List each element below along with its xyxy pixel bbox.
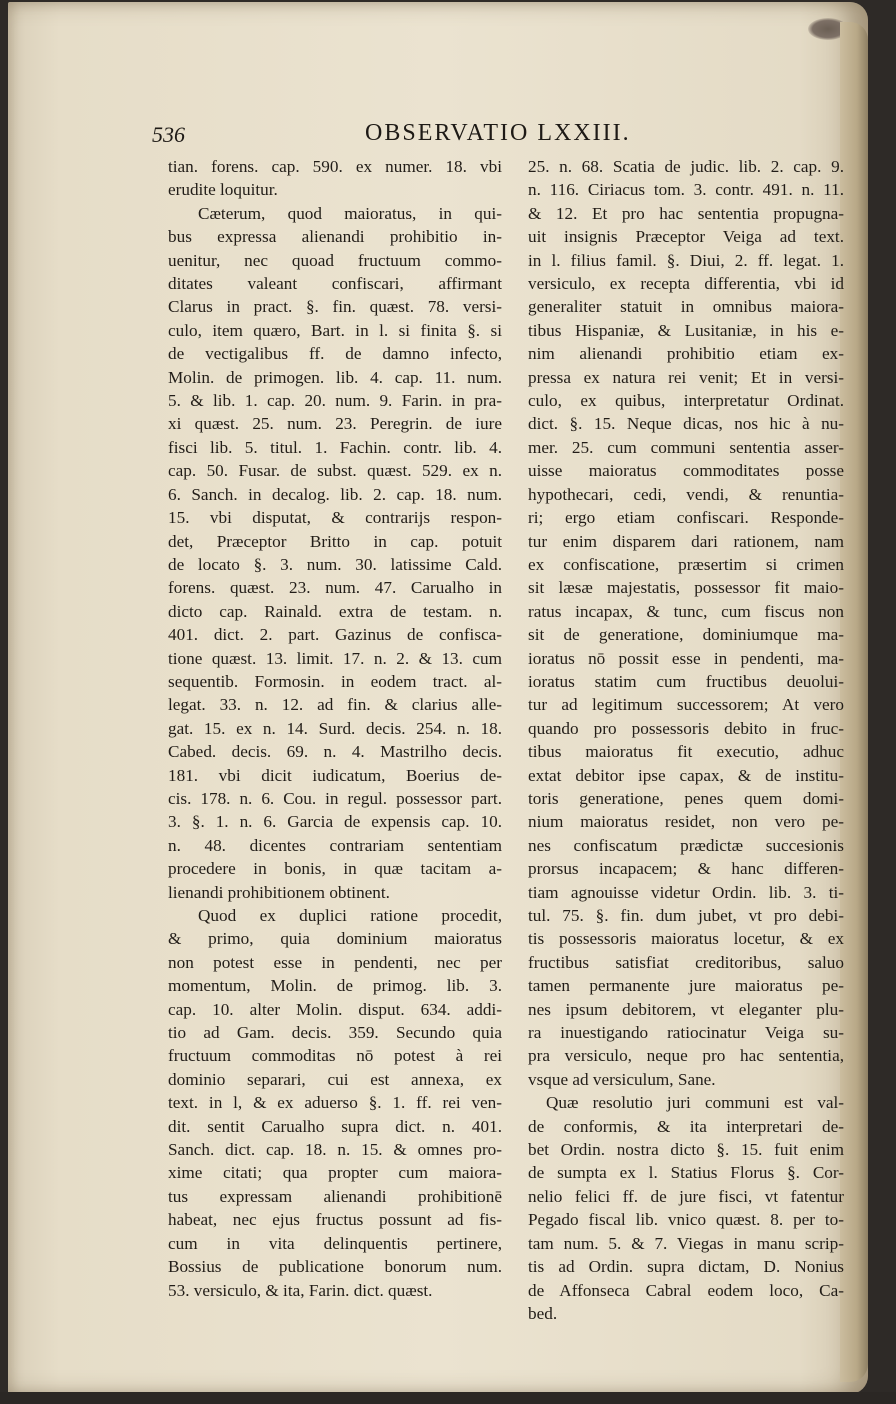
text-line: dominio separari, cui est annexa, ex	[168, 1069, 502, 1089]
text-line: gat. 15. ex n. 14. Surd. decis. 254. n. 18.	[168, 718, 502, 738]
text-line: extat debitor ipse capax, & de institu-	[528, 765, 844, 785]
text-line: xime citati; qua propter cum maiora-	[168, 1163, 502, 1183]
text-line: 6. Sanch. in decalog. lib. 2. cap. 18. num.	[168, 484, 502, 504]
text-line: pressa ex natura rei venit; Et in versi-	[528, 367, 844, 387]
text-line: tio ad Gam. decis. 359. Secundo quia	[168, 1023, 502, 1043]
text-line: Cæterum, quod maioratus, in qui-	[198, 203, 502, 223]
text-line: pra versiculo, neque pro hac sententia,	[528, 1046, 844, 1066]
text-line: ditates valeant confiscari, affirmant	[168, 274, 502, 294]
text-line: cum in vita delinquentis pertinere,	[168, 1233, 502, 1253]
text-line: uenitur, nec quoad fructuum commo-	[168, 250, 502, 270]
text-line: culo, item quæro, Bart. in l. si finita §. si	[168, 320, 502, 340]
text-line: & 12. Et pro hac sententia propugna-	[528, 203, 844, 223]
text-line: tur ad legitimum successorem; At vero	[528, 695, 844, 715]
text-line: nium maioratus residet, non vero pe-	[528, 812, 844, 832]
text-line: prorsus incapacem; & hanc differen-	[528, 859, 844, 879]
text-line: tian. forens. cap. 590. ex numer. 18. vbi	[168, 157, 502, 176]
text-line: bus expressa alienandi prohibitio in-	[168, 227, 502, 247]
running-header	[150, 118, 840, 152]
text-line: Sanch. dict. cap. 18. n. 15. & omnes pro-	[168, 1140, 502, 1160]
text-line: sit læsæ majestatis, possessor fit maio-	[528, 578, 844, 598]
text-line: vsque ad versiculum, Sane.	[528, 1069, 716, 1089]
text-line: xi quæst. 25. num. 23. Peregrin. de iure	[168, 414, 502, 434]
text-line: n. 116. Ciriacus tom. 3. contr. 491. n. 11.	[528, 180, 844, 200]
text-line: n. 48. dicentes contrariam sententiam	[168, 835, 502, 855]
text-line: nes ipsum debitorem, vt eleganter plu-	[528, 999, 844, 1019]
text-line: nelio felici ff. de jure fisci, vt fatentur	[528, 1186, 844, 1206]
page-edge-shadow	[840, 22, 868, 1382]
text-line: hypothecari, cedi, vendi, & renuntia-	[528, 484, 844, 504]
text-line: tiam agnouisse videtur Ordin. lib. 3. ti-	[528, 882, 844, 902]
text-line: tis ad Ordin. supra dictam, D. Nonius	[528, 1257, 844, 1277]
text-line: nim alienandi prohibitio etiam ex-	[528, 344, 844, 364]
text-line: 181. vbi dicit iudicatum, Boerius de-	[168, 765, 502, 785]
text-line: sit de generatione, dominiumque ma-	[528, 625, 844, 645]
text-line: 25. n. 68. Scatia de judic. lib. 2. cap. 9.	[528, 157, 844, 176]
text-line: tam num. 5. & 7. Viegas in manu scrip-	[528, 1233, 844, 1253]
left-text-column	[168, 155, 502, 1302]
text-line: procedere in bonis, in quæ tacitam a-	[168, 859, 502, 879]
text-line: Pegado fiscal lib. vnico quæst. 8. per to-	[528, 1210, 844, 1230]
text-line: ri; ergo etiam confiscari. Responde-	[528, 508, 844, 528]
text-line: mer. 25. cum communi sententia asser-	[528, 437, 844, 457]
running-title: OBSERVATIO LXXIII.	[365, 120, 631, 146]
text-line: det, Præceptor Britto in cap. potuit	[168, 531, 502, 551]
text-line: 15. vbi disputat, & contrarijs respon-	[168, 508, 502, 528]
text-line: lienandi prohibitionem obtinent.	[168, 882, 390, 902]
text-line: bed.	[528, 1303, 558, 1323]
text-line: Quæ resolutio juri communi est val-	[546, 1093, 844, 1113]
text-line: Bossius de publicatione bonorum num.	[168, 1257, 502, 1277]
page-number: 536	[152, 122, 185, 147]
text-line: erudite loquitur.	[168, 180, 278, 200]
text-line: momentum, Molin. de primog. lib. 3.	[168, 976, 502, 996]
text-line: 53. versiculo, & ita, Farin. dict. quæst.	[168, 1280, 433, 1300]
text-line: 401. dict. 2. part. Gazinus de confisca-	[168, 625, 502, 645]
text-line: toris generatione, penes quem domi-	[528, 788, 844, 808]
text-line: uit insignis Præceptor Veiga ad text.	[528, 227, 844, 247]
right-text-column	[528, 155, 844, 1325]
text-line: cis. 178. n. 6. Cou. in regul. possessor part.	[168, 788, 502, 808]
text-line: ex confiscatione, præsertim si crimen	[528, 554, 844, 574]
text-line: Quod ex duplici ratione procedit,	[198, 906, 502, 925]
text-line: habeat, nec ejus fructus possunt ad fis-	[168, 1210, 502, 1230]
text-line: Cabed. decis. 69. n. 4. Mastrilho decis.	[168, 742, 502, 762]
text-line: dicto cap. Rainald. extra de testam. n.	[168, 601, 502, 621]
text-line: cap. 10. alter Molin. disput. 634. addi-	[168, 999, 502, 1019]
text-line: tione quæst. 13. limit. 17. n. 2. & 13. cum	[168, 648, 502, 668]
text-line: ratus incapax, & tunc, cum fiscus non	[528, 601, 844, 621]
text-line: de locato §. 3. num. 30. latissime Cald.	[168, 554, 502, 574]
text-line: forens. quæst. 23. num. 47. Carualho in	[168, 578, 502, 598]
text-line: tibus maioratus fit executio, adhuc	[528, 742, 844, 762]
text-line: ioratus nō possit esse in pendenti, ma-	[528, 648, 844, 668]
text-line: de sumpta ex l. Statius Florus §. Cor-	[528, 1163, 844, 1183]
text-line: culo, ex quibus, interpretatur Ordinat.	[528, 391, 844, 411]
text-line: text. in l, & ex aduerso §. 1. ff. rei ven-	[168, 1093, 502, 1113]
text-line: generaliter statuit in omnibus maiora-	[528, 297, 844, 317]
text-line: de vectigalibus ff. de damno infecto,	[168, 344, 502, 364]
text-line: cap. 50. Fusar. de subst. quæst. 529. ex n.	[168, 461, 502, 481]
text-line: nes confiscatum prædictæ succesionis	[528, 835, 844, 855]
scan-bottom-edge	[0, 1392, 896, 1404]
text-line: versiculo, ex recepta differentia, vbi id	[528, 274, 844, 294]
text-line: tur enim disparem dari rationem, nam	[528, 531, 844, 551]
text-line: de Affonseca Cabral eodem loco, Ca-	[528, 1280, 844, 1300]
text-line: ra inuestigando ratiocinatur Veiga su-	[528, 1023, 844, 1043]
text-line: tis possessoris maioratus locetur, & ex	[528, 929, 844, 949]
text-line: tamen permanente jure maioratus pe-	[528, 976, 844, 996]
text-line: tul. 75. §. fin. dum jubet, vt pro debi-	[528, 906, 844, 925]
text-line: tus expressam alienandi prohibitionē	[168, 1186, 502, 1206]
text-line: ioratus statim cum fructibus deuolui-	[528, 671, 844, 691]
text-line: bet Ordin. nostra dicto §. 15. fuit enim	[528, 1140, 844, 1160]
text-line: tibus Hispaniæ, & Lusitaniæ, in his e-	[528, 320, 844, 340]
text-line: fructuum commoditas nō potest à rei	[168, 1046, 502, 1066]
text-line: de conformis, & ita interpretari de-	[528, 1116, 844, 1136]
text-line: dit. sentit Carualho supra dict. n. 401.	[168, 1116, 502, 1136]
text-line: non potest esse in pendenti, nec per	[168, 952, 502, 972]
text-line: in l. filius famil. §. Diui, 2. ff. legat. 1.	[528, 250, 844, 270]
text-line: & primo, quia dominium maioratus	[168, 929, 502, 949]
text-line: dict. §. 15. Neque dicas, nos hic à nu-	[528, 414, 844, 434]
text-line: Clarus in pract. §. fin. quæst. 78. versi-	[168, 297, 502, 317]
text-line: legat. 33. n. 12. ad fin. & clarius alle-	[168, 695, 502, 715]
text-line: fisci lib. 5. titul. 1. Fachin. contr. lib. 4.	[168, 437, 502, 457]
text-line: fructibus satisfiat creditoribus, saluo	[528, 952, 844, 972]
text-line: quando pro possessoris debito in fruc-	[528, 718, 844, 738]
text-line: Molin. de primogen. lib. 4. cap. 11. num.	[168, 367, 502, 387]
text-line: 5. & lib. 1. cap. 20. num. 9. Farin. in pra-	[168, 391, 502, 411]
text-line: 3. §. 1. n. 6. Garcia de expensis cap. 10.	[168, 812, 502, 832]
text-line: uisse maioratus commoditates posse	[528, 461, 844, 481]
text-line: sequentib. Formosin. in eodem tract. al-	[168, 671, 502, 691]
